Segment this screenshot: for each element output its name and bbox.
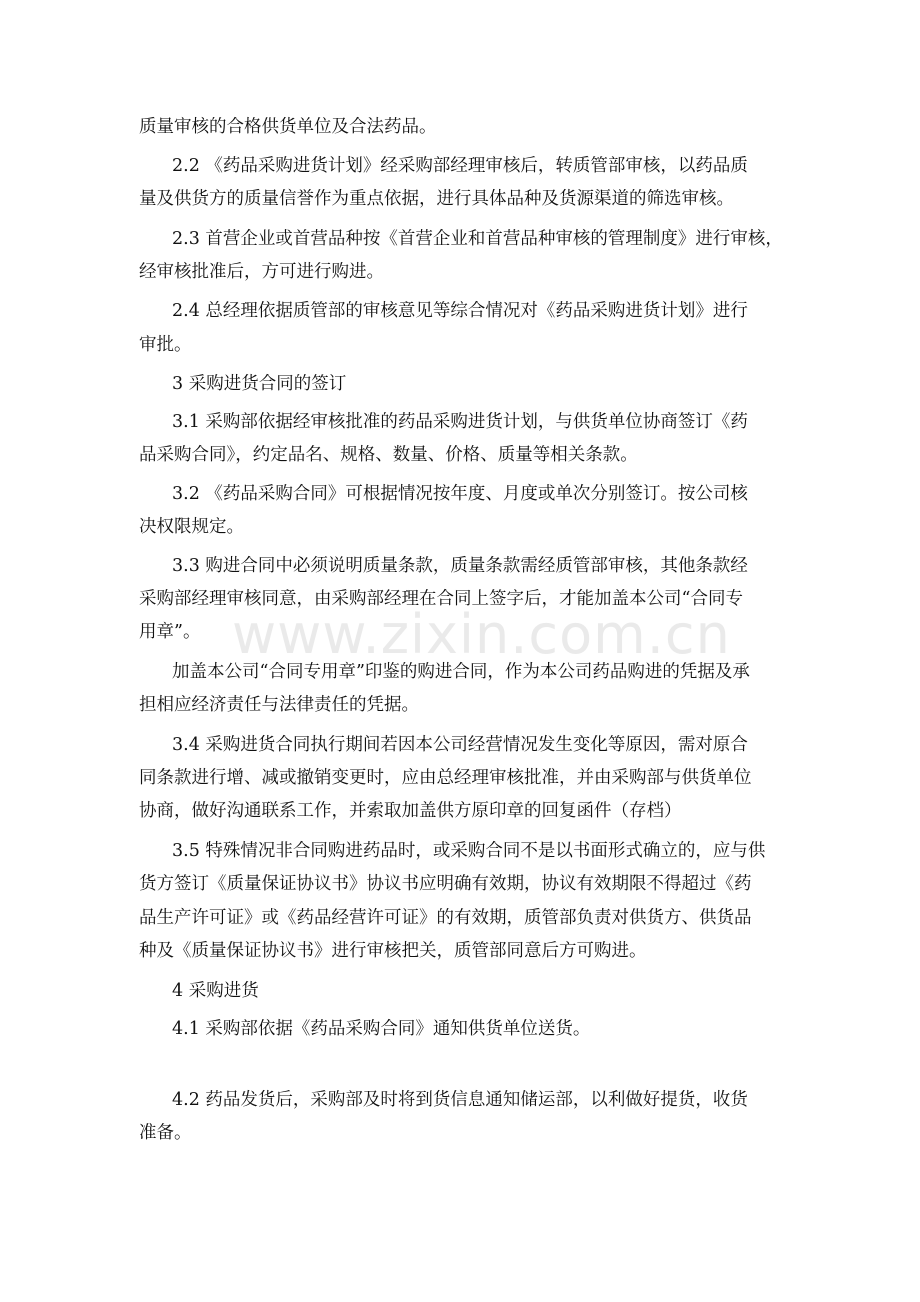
text-line: 审批。 (139, 335, 192, 355)
section-3-2-line: 3.2 《药品采购合同》可根据情况按年度、月度或单次分别签订。按公司核 (172, 484, 748, 504)
text-line: 货方签订《质量保证协议书》协议书应明确有效期，协议有效期限不得超过《药 (139, 874, 752, 894)
text-line: 同条款进行增、减或撤销变更时，应由总经理审核批准，并由采购部与供货单位 (139, 768, 752, 788)
section-2-4-line: 2.4 总经理依据质管部的审核意见等综合情况对《药品采购进货计划》进行 (172, 301, 748, 321)
section-3-5-line: 3.5 特殊情况非合同购进药品时，或采购合同不是以书面形式确立的，应与供 (172, 841, 766, 861)
text-line: 采购部经理审核同意，由采购部经理在合同上签字后，才能加盖本公司“合同专 (139, 589, 743, 609)
section-4-2-line: 4.2 药品发货后，采购部及时将到货信息通知储运部，以利做好提货，收货 (172, 1090, 748, 1110)
section-3-4-line: 3.4 采购进货合同执行期间若因本公司经营情况发生变化等原因，需对原合 (172, 735, 748, 755)
text-line: 经审核批准后，方可进行购进。 (139, 262, 384, 282)
watermark: www.zixin.com.cn (232, 603, 731, 666)
paragraph-line: 加盖本公司“合同专用章”印鉴的购进合同，作为本公司药品购进的凭据及承 (172, 662, 750, 682)
text-line: 准备。 (139, 1123, 192, 1143)
text-line: 品生产许可证》或《药品经营许可证》的有效期，质管部负责对供货方、供货品 (139, 908, 752, 928)
section-4-heading: 4 采购进货 (172, 981, 259, 1001)
section-2-3-line: 2.3 首营企业或首营品种按《首营企业和首营品种审核的管理制度》进行审核， (172, 229, 783, 249)
section-3-3-line: 3.3 购进合同中必须说明质量条款，质量条款需经质管部审核，其他条款经 (172, 556, 748, 576)
section-3-1-line: 3.1 采购部依据经审核批准的药品采购进货计划，与供货单位协商签订《药 (172, 412, 748, 432)
section-3-heading: 3 采购进货合同的签订 (172, 374, 347, 394)
section-2-2-line: 2.2 《药品采购进货计划》经采购部经理审核后，转质管部审核，以药品质 (172, 156, 748, 176)
text-line: 用章”。 (139, 622, 201, 642)
text-line: 种及《质量保证协议书》进行审核把关，质管部同意后方可购进。 (139, 941, 647, 961)
text-line: 担相应经济责任与法律责任的凭据。 (139, 695, 419, 715)
text-line: 质量审核的合格供货单位及合法药品。 (139, 117, 437, 137)
text-line: 决权限规定。 (139, 517, 244, 537)
text-line: 品采购合同》，约定品名、规格、数量、价格、质量等相关条款。 (139, 445, 638, 465)
text-line: 协商，做好沟通联系工作，并索取加盖供方原印章的回复函件（存档） (139, 801, 682, 821)
section-4-1-line: 4.1 采购部依据《药品采购合同》通知供货单位送货。 (172, 1019, 591, 1039)
text-line: 量及供货方的质量信誉作为重点依据，进行具体品种及货源渠道的筛选审核。 (139, 189, 734, 209)
